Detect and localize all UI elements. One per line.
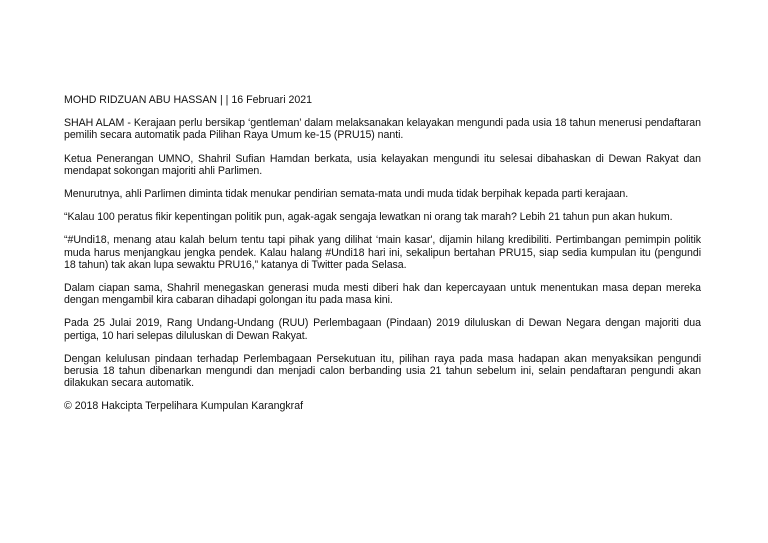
paragraph-bill-history: Pada 25 Julai 2019, Rang Undang-Undang (RUU) Perlembagaan (Pindaan) 2019 diluluskan di Dewan Negara dengan majoriti dua pertiga, 10 hari selepas diluluskan di Dewan Rakyat. [64, 317, 701, 342]
paragraph-quote-2: “#Undi18, menang atau kalah belum tentu tapi pihak yang dilihat ‘main kasar', dijamin hilang kredibiliti. Pertimbangan pemimpin politik muda harus menjangkau jengka pendek. Kalau halang #Undi18 hari ini, sekalipun bertahan PRU15, siap sedia kumpulan itu (pengundi 18 tahun) tak akan lupa sewaktu PRU16,” katanya di Twitter pada Selasa. [64, 234, 701, 271]
paragraph-amendment: Dengan kelulusan pindaan terhadap Perlembagaan Persekutuan itu, pilihan raya pada masa hadapan akan menyaksikan pengundi berusia 18 tahun dibenarkan mengundi dan menjadi calon berbanding usia 21 tahun sebelum ini, selain pendaftaran pengundi akan dilakukan secara automatik. [64, 352, 701, 390]
paragraph-young-generation: Dalam ciapan sama, Shahril menegaskan generasi muda mesti diberi hak dan kepercayaan untuk menentukan masa depan mereka dengan mengambil kira cabaran dihadapi golongan itu pada masa kini. [64, 282, 701, 307]
byline: MOHD RIDZUAN ABU HASSAN | | 16 Februari 2021 [64, 94, 313, 106]
paragraph-umno-statement: Ketua Penerangan UMNO, Shahril Sufian Hamdan berkata, usia kelayakan mengundi itu selesai dibahaskan di Dewan Rakyat dan mendapat sokongan majoriti ahli Parlimen. [64, 152, 701, 177]
copyright-notice: © 2018 Hakcipta Terpelihara Kumpulan Karangkraf [64, 400, 304, 413]
paragraph-mp-stance: Menurutnya, ahli Parlimen diminta tidak menukar pendirian semata-mata undi muda tidak berpihak kepada parti kerajaan. [64, 188, 629, 201]
paragraph-quote-1: “Kalau 100 peratus fikir kepentingan politik pun, agak-agak sengaja lewatkan ni orang tak marah? Lebih 21 tahun pun akan hukum. [64, 211, 673, 224]
article [64, 94, 701, 413]
paragraph-lead: SHAH ALAM - Kerajaan perlu bersikap ‘gentleman’ dalam melaksanakan kelayakan mengundi pada usia 18 tahun menerusi pendaftaran pemilih secara automatik pada Pilihan Raya Umum ke-15 (PRU15) nanti. [64, 117, 701, 142]
